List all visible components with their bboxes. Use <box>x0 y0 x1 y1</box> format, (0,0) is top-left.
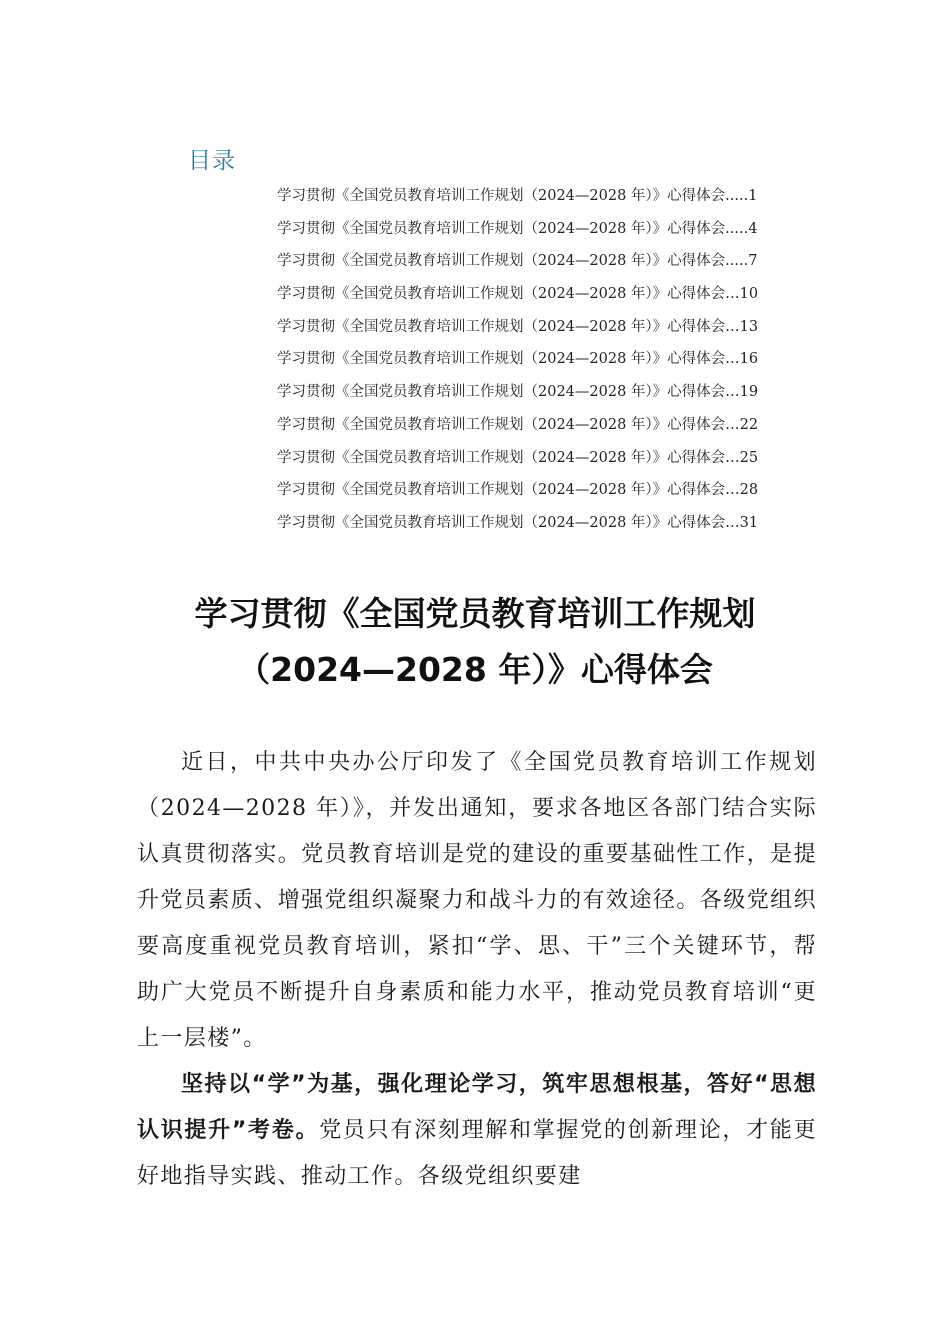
toc-entry[interactable]: 学习贯彻《全国党员教育培训工作规划（2024—2028 年）》心得体会…31 <box>277 514 759 531</box>
section-1-heading: 坚持以“学”为基，强化理论学习，筑牢思想根基，答好“思想认识提升”考卷。 <box>137 1072 817 1143</box>
toc-entry[interactable]: 学习贯彻《全国党员教育培训工作规划（2024—2028 年）》心得体会…22 <box>277 416 759 433</box>
toc-entry[interactable]: 学习贯彻《全国党员教育培训工作规划（2024—2028 年）》心得体会.....4 <box>277 220 758 237</box>
toc-entry[interactable]: 学习贯彻《全国党员教育培训工作规划（2024—2028 年）》心得体会…19 <box>277 384 759 401</box>
paragraph-section-1 <box>137 1062 817 1200</box>
section-1-text: 党员只有深刻理解和掌握党的创新理论，才能更好地指导实践、推动工作。各级党组织要建 <box>137 1118 817 1189</box>
document-title-line-1: 学习贯彻《全国党员教育培训工作规划 <box>194 594 756 633</box>
toc-list <box>277 180 817 540</box>
document-title <box>100 586 850 698</box>
toc-heading: 目录 <box>188 148 236 174</box>
toc-entry[interactable]: 学习贯彻《全国党员教育培训工作规划（2024—2028 年）》心得体会…25 <box>277 449 759 466</box>
document-body <box>137 740 817 1200</box>
toc-entry[interactable]: 学习贯彻《全国党员教育培训工作规划（2024—2028 年）》心得体会.....7 <box>277 253 758 270</box>
toc-entry[interactable]: 学习贯彻《全国党员教育培训工作规划（2024—2028 年）》心得体会.....1 <box>277 188 758 204</box>
toc-entry[interactable]: 学习贯彻《全国党员教育培训工作规划（2024—2028 年）》心得体会…10 <box>277 286 759 303</box>
toc-entry[interactable]: 学习贯彻《全国党员教育培训工作规划（2024—2028 年）》心得体会…16 <box>277 351 759 368</box>
toc-entry[interactable]: 学习贯彻《全国党员教育培训工作规划（2024—2028 年）》心得体会…13 <box>277 318 759 335</box>
document-title-line-2: （2024—2028 年）》心得体会 <box>237 650 713 689</box>
paragraph-intro: 近日，中共中央办公厅印发了《全国党员教育培训工作规划（2024—2028 年）》，并发出通知，要求各地区各部门结合实际认真贯彻落实。党员教育培训是党的建设的重要基础性工作，是提升党员素质、增强党组织凝聚力和战斗力的有效途径。各级党组织要高度重视党员教育培训，紧扣“学、思、干”三个关键环节，帮助广大党员不断提升自身素质和能力水平，推动党员教育培训“更上一层楼”。 <box>137 750 817 1051</box>
toc-entry[interactable]: 学习贯彻《全国党员教育培训工作规划（2024—2028 年）》心得体会…28 <box>277 482 759 499</box>
